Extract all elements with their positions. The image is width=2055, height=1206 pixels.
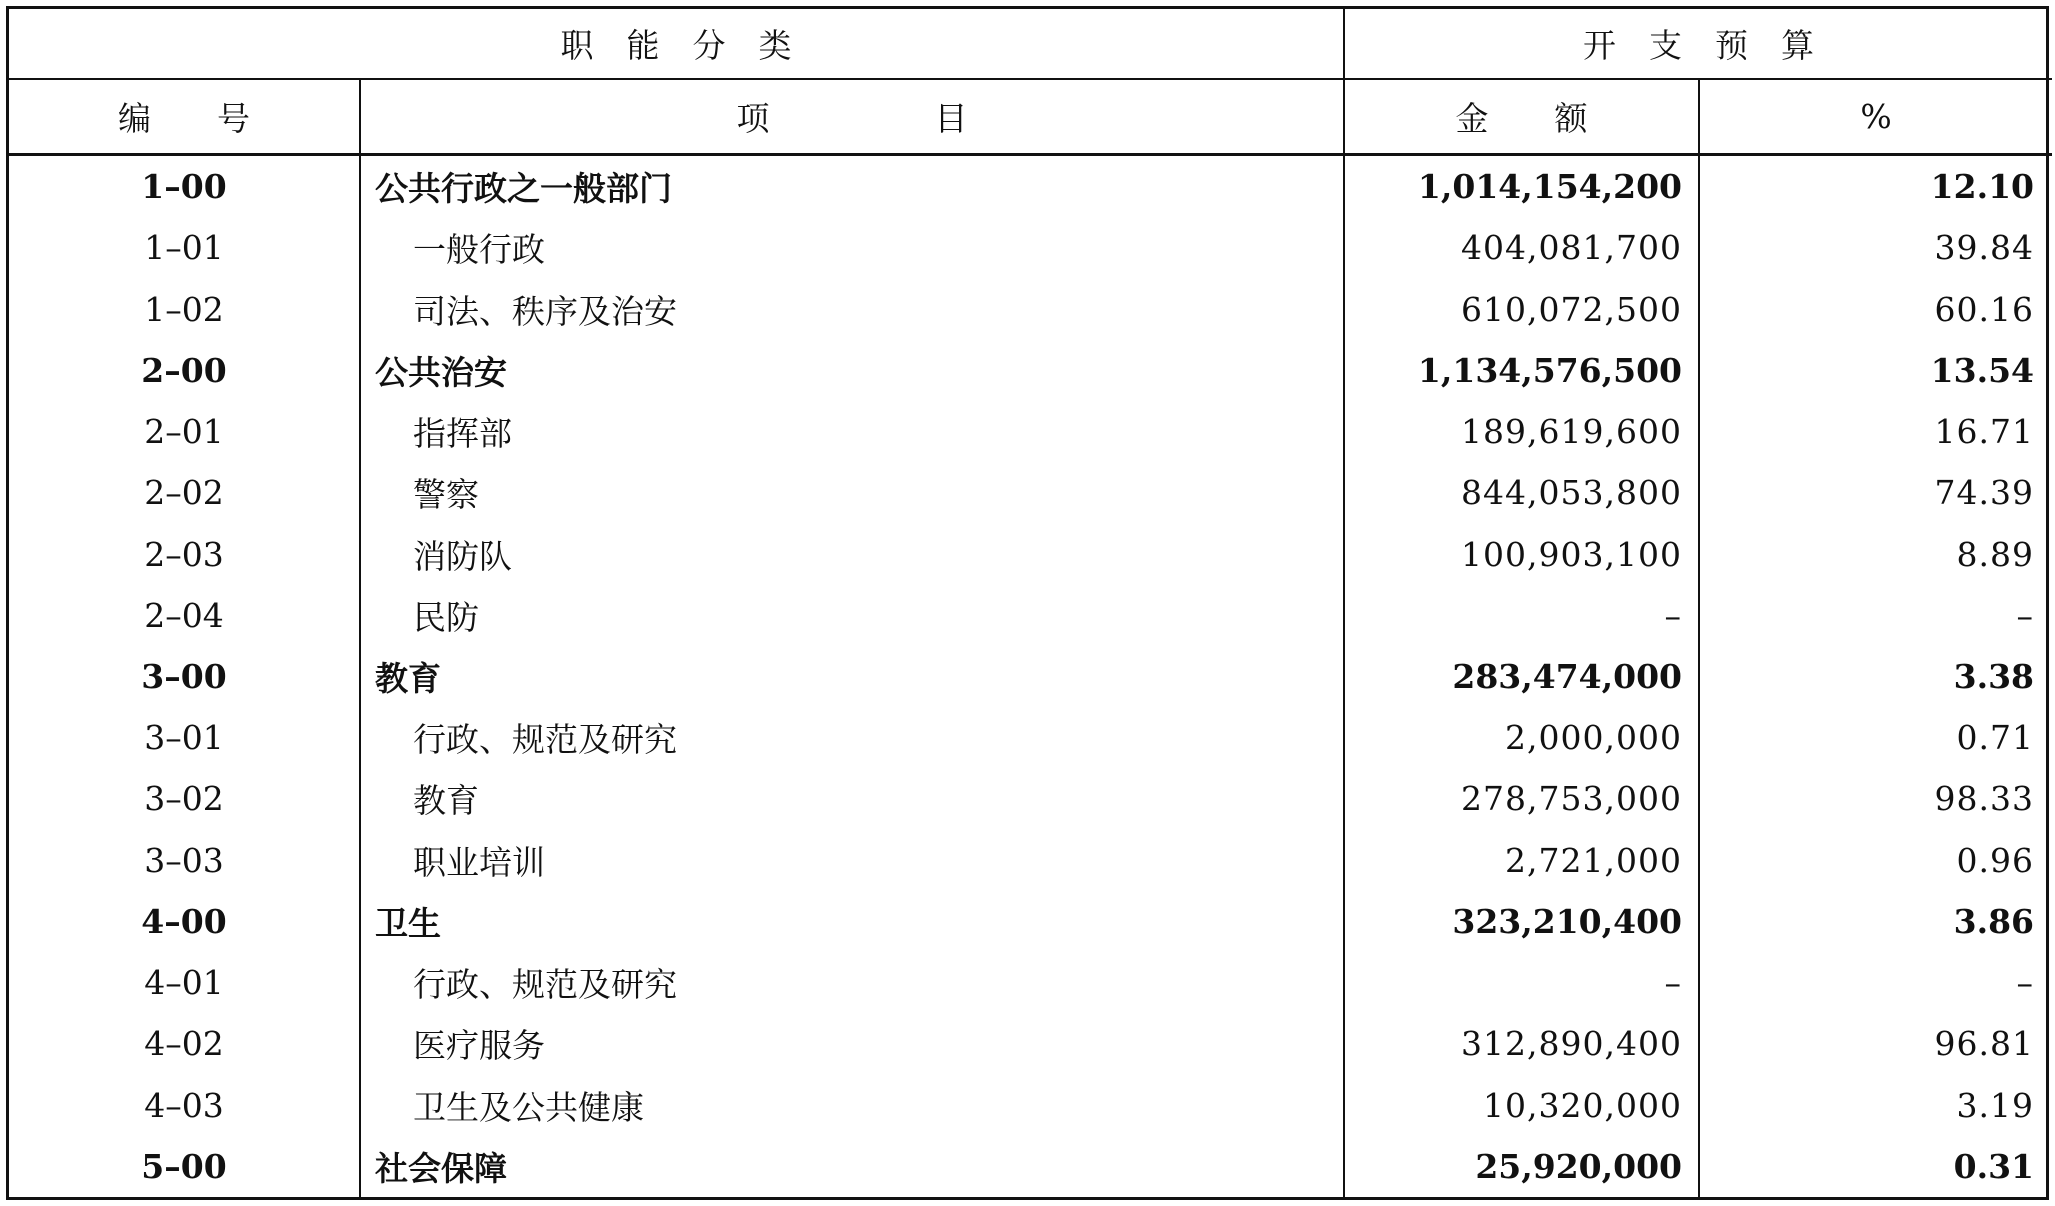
table-row: [9, 1013, 2052, 1074]
row-item-name: 公共治安: [360, 340, 1344, 401]
row-percent: 3.86: [1953, 901, 2034, 941]
header-item: 项 目: [360, 79, 1344, 155]
row-item-name: 司法、秩序及治安: [360, 278, 1344, 339]
row-item-name: 公共行政之一般部门: [360, 155, 1344, 218]
row-amount: 100,903,100: [1344, 523, 1699, 584]
row-percent: 13.54: [1930, 350, 2034, 390]
row-percent: 16.71: [1934, 412, 2034, 452]
header-percent: %: [1699, 79, 2052, 155]
row-amount: 283,474,000: [1344, 646, 1699, 707]
table-row: [9, 462, 2052, 523]
row-item-name: 行政、规范及研究: [360, 707, 1344, 768]
row-code: 4–00: [9, 891, 360, 952]
row-percent: 60.16: [1934, 289, 2034, 329]
header-budget: 开 支 预 算: [1344, 9, 2052, 79]
row-code: 3–02: [9, 768, 360, 829]
row-code: 1–01: [9, 217, 360, 278]
row-percent: 98.33: [1934, 779, 2034, 819]
table-row: [9, 217, 2052, 278]
row-code: 3–01: [9, 707, 360, 768]
row-amount: 610,072,500: [1344, 278, 1699, 339]
table-row: [9, 952, 2052, 1013]
row-amount: 323,210,400: [1344, 891, 1699, 952]
row-code: 1–02: [9, 278, 360, 339]
table-row: [9, 768, 2052, 829]
header-row-top: [9, 9, 2052, 79]
row-item-name: 卫生及公共健康: [360, 1075, 1344, 1136]
row-amount: 189,619,600: [1344, 401, 1699, 462]
row-item-name: 行政、规范及研究: [360, 952, 1344, 1013]
row-amount: 312,890,400: [1344, 1013, 1699, 1074]
row-amount: 1,014,154,200: [1344, 155, 1699, 218]
budget-table-frame: [6, 6, 2049, 1200]
row-item-name: 一般行政: [360, 217, 1344, 278]
row-item-name: 民防: [360, 585, 1344, 646]
row-item-name: 教育: [360, 768, 1344, 829]
row-code: 2–02: [9, 462, 360, 523]
row-code: 3–00: [9, 646, 360, 707]
row-percent: 8.89: [1956, 534, 2034, 574]
row-amount: 2,721,000: [1344, 830, 1699, 891]
row-code: 4–01: [9, 952, 360, 1013]
row-amount: 10,320,000: [1344, 1075, 1699, 1136]
table-row: [9, 585, 2052, 646]
header-row-sub: [9, 79, 2052, 155]
row-percent: 3.19: [1956, 1085, 2034, 1125]
table-row: [9, 830, 2052, 891]
row-amount: 404,081,700: [1344, 217, 1699, 278]
table-body: [9, 155, 2052, 1198]
table-row: [9, 1075, 2052, 1136]
header-functional-classification: 职 能 分 类: [9, 9, 1344, 79]
row-item-name: 警察: [360, 462, 1344, 523]
row-percent: 3.38: [1953, 656, 2034, 696]
row-percent: 0.71: [1956, 718, 2034, 758]
row-code: 2–03: [9, 523, 360, 584]
table-row: [9, 155, 2052, 218]
table-row: [9, 707, 2052, 768]
row-item-name: 卫生: [360, 891, 1344, 952]
row-amount: 1,134,576,500: [1344, 340, 1699, 401]
table-row: [9, 523, 2052, 584]
row-item-name: 消防队: [360, 523, 1344, 584]
row-code: 2–01: [9, 401, 360, 462]
row-item-name: 指挥部: [360, 401, 1344, 462]
row-code: 2–00: [9, 340, 360, 401]
table-row: [9, 1136, 2052, 1197]
row-item-name: 职业培训: [360, 830, 1344, 891]
row-percent: 0.31: [1953, 1146, 2034, 1186]
row-amount: –: [1344, 952, 1699, 1013]
row-code: 4–03: [9, 1075, 360, 1136]
row-code: 2–04: [9, 585, 360, 646]
row-percent: –: [2016, 963, 2034, 1003]
table-row: [9, 891, 2052, 952]
table-row: [9, 340, 2052, 401]
header-code: 编 号: [9, 79, 360, 155]
row-code: 3–03: [9, 830, 360, 891]
row-item-name: 社会保障: [360, 1136, 1344, 1197]
row-amount: 25,920,000: [1344, 1136, 1699, 1197]
row-amount: –: [1344, 585, 1699, 646]
row-item-name: 医疗服务: [360, 1013, 1344, 1074]
row-percent: 74.39: [1934, 473, 2034, 513]
row-code: 4–02: [9, 1013, 360, 1074]
table-row: [9, 646, 2052, 707]
row-amount: 844,053,800: [1344, 462, 1699, 523]
row-amount: 278,753,000: [1344, 768, 1699, 829]
row-percent: 12.10: [1930, 167, 2034, 207]
row-code: 1–00: [9, 155, 360, 218]
row-code: 5–00: [9, 1136, 360, 1197]
header-amount: 金 额: [1344, 79, 1699, 155]
row-percent: 39.84: [1934, 228, 2034, 268]
row-item-name: 教育: [360, 646, 1344, 707]
row-percent: 0.96: [1956, 840, 2034, 880]
row-percent: 96.81: [1934, 1024, 2034, 1064]
row-amount: 2,000,000: [1344, 707, 1699, 768]
budget-table: [9, 9, 2052, 1197]
table-row: [9, 278, 2052, 339]
row-percent: –: [2016, 595, 2034, 635]
table-row: [9, 401, 2052, 462]
